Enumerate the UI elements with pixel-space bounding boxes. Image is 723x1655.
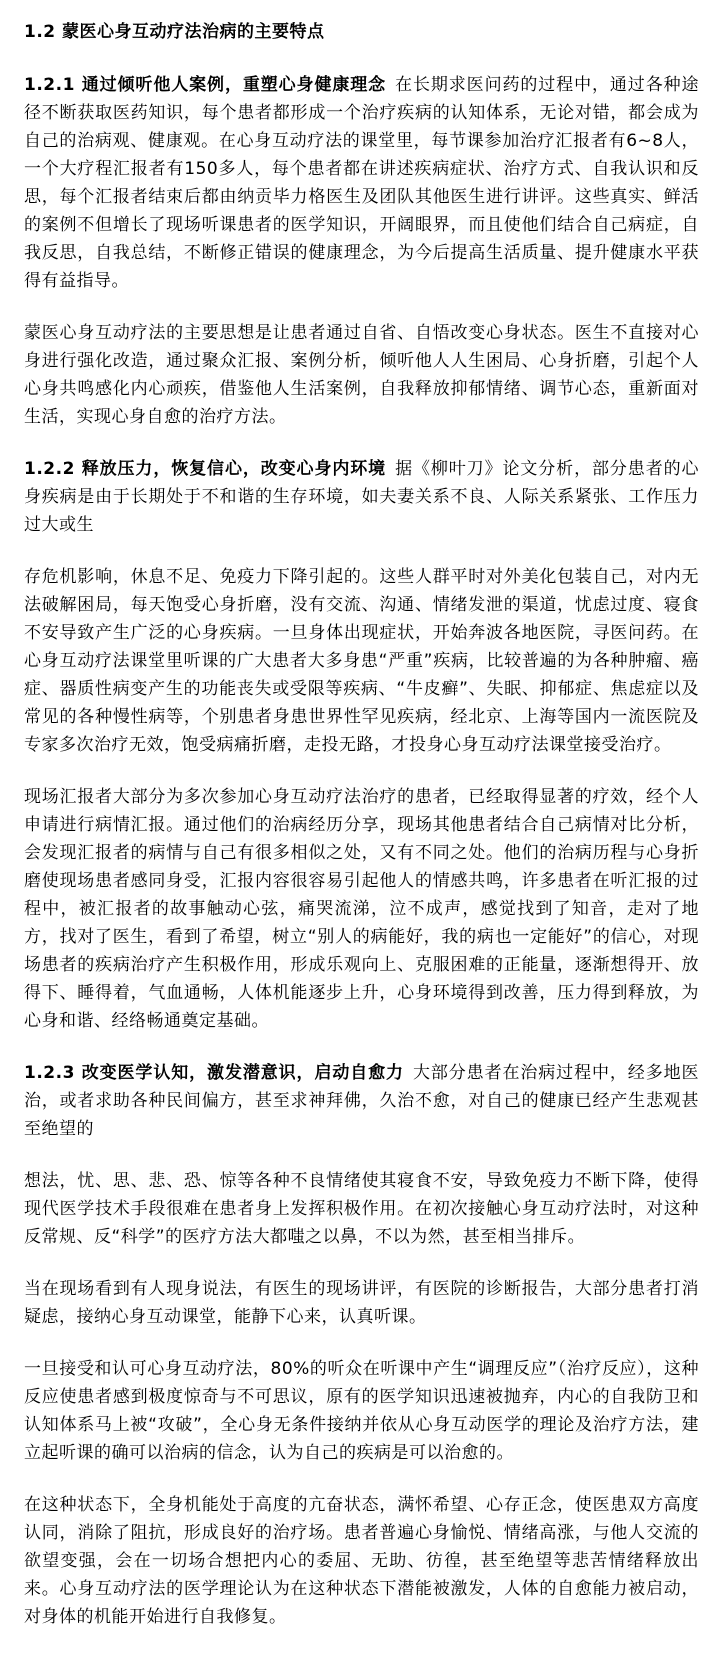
paragraph [24, 1167, 699, 1251]
paragraph [24, 319, 699, 431]
paragraph-text: 现场汇报者大部分为多次参加心身互动疗法治疗的患者，已经取得显著的疗效，经个人申请进行病情汇报。通过他们的治病经历分享，现场其他患者结合自己病情对比分析，会发现汇报者的病情与自己有很多相似之处，又有不同之处。他们的治病历程与心身折磨使现场患者感同身受，汇报内容很容易引起他人的情感共鸣，许多患者在听汇报的过程中，被汇报者的故事触动心弦，痛哭流涕，泣不成声，感觉找到了知音，走对了地方，找对了医生，看到了希望，树立“别人的病能好，我的病也一定能好”的信心，对现场患者的疾病治疗产生积极作用，形成乐观向上、克服困难的正能量，逐渐想得开、放得下、睡得着，气血通畅，人体机能逐步上升，心身环境得到改善，压力得到释放，为心身和谐、经络畅通奠定基础。 [24, 787, 699, 1031]
paragraph [24, 1491, 699, 1631]
paragraph-run-in-heading: 1.2.1 通过倾听他人案例，重塑心身健康理念 [24, 75, 387, 95]
paragraph-text: 在这种状态下，全身机能处于高度的亢奋状态，满怀希望、心存正念，使医患双方高度认同，消除了阻抗，形成良好的治疗场。患者普遍心身愉悦、情绪高涨，与他人交流的欲望变强，会在一切场合想把内心的委屈、无助、彷徨，甚至绝望等悲苦情绪释放出来。心身互动疗法的医学理论认为在这种状态下潜能被激发，人体的自愈能力被启动，对身体的机能开始进行自我修复。 [24, 1495, 699, 1627]
paragraph [24, 1275, 699, 1331]
paragraph-text: 一旦接受和认可心身互动疗法，80%的听众在听课中产生“调理反应”（治疗反应），这种反应使患者感到极度惊奇与不可思议，原有的医学知识迅速被抛弃，内心的自我防卫和认知体系马上被“攻破”，全心身无条件接纳并依从心身互动医学的理论及治疗方法，建立起听课的确可以治病的信念，认为自己的疾病是可以治愈的。 [24, 1359, 699, 1463]
paragraph-text: 当在现场看到有人现身说法，有医生的现场讲评，有医院的诊断报告，大部分患者打消疑虑，接纳心身互动课堂，能静下心来，认真听课。 [24, 1279, 699, 1327]
paragraph [24, 1059, 699, 1143]
paragraph-run-in-heading: 1.2.3 改变医学认知，激发潜意识，启动自愈力 [24, 1063, 404, 1083]
paragraph-text: 据《柳叶刀》论文分析，部分患者的心身疾病是由于长期处于不和谐的生存环境，如夫妻关系不良、人际关系紧张、工作压力过大或生 [24, 459, 699, 535]
paragraph [24, 455, 699, 539]
paragraph-list [24, 71, 699, 1631]
paragraph-text: 大部分患者在治病过程中，经多地医治，或者求助各种民间偏方，甚至求神拜佛，久治不愈，对自己的健康已经产生悲观甚至绝望的 [24, 1063, 699, 1139]
paragraph [24, 1355, 699, 1467]
paragraph-text: 想法，忧、思、悲、恐、惊等各种不良情绪使其寝食不安，导致免疫力不断下降，使得现代医学技术手段很难在患者身上发挥积极作用。在初次接触心身互动疗法时，对这种反常规、反“科学”的医疗方法大都嗤之以鼻，不以为然，甚至相当排斥。 [24, 1171, 699, 1247]
paragraph-text: 在长期求医问药的过程中，通过各种途径不断获取医药知识，每个患者都形成一个治疗疾病的认知体系，无论对错，都会成为自己的治病观、健康观。在心身互动疗法的课堂里，每节课参加治疗汇报者有6~8人，一个大疗程汇报者有150多人，每个患者都在讲述疾病症状、治疗方式、自我认识和反思，每个汇报者结束后都由纳贡毕力格医生及团队其他医生进行讲评。这些真实、鲜活的案例不但增长了现场听课患者的医学知识，开阔眼界，而且使他们结合自己病症，自我反思，自我总结，不断修正错误的健康理念，为今后提高生活质量、提升健康水平获得有益指导。 [24, 75, 699, 291]
section-title: 1.2 蒙医心身互动疗法治病的主要特点 [24, 22, 325, 42]
paragraph [24, 783, 699, 1035]
paragraph-text: 蒙医心身互动疗法的主要思想是让患者通过自省、自悟改变心身状态。医生不直接对心身进行强化改造，通过聚众汇报、案例分析，倾听他人人生困局、心身折磨，引起个人心身共鸣感化内心顽疾，借鉴他人生活案例，自我释放抑郁情绪、调节心态，重新面对生活，实现心身自愈的治疗方法。 [24, 323, 699, 427]
paragraph [24, 563, 699, 759]
paragraph-run-in-heading: 1.2.2 释放压力，恢复信心，改变心身内环境 [24, 459, 387, 479]
paragraph [24, 71, 699, 295]
paragraph-text: 存危机影响，休息不足、免疫力下降引起的。这些人群平时对外美化包装自己，对内无法破解困局，每天饱受心身折磨，没有交流、沟通、情绪发泄的渠道，忧虑过度、寝食不安导致产生广泛的心身疾病。一旦身体出现症状，开始奔波各地医院，寻医问药。在心身互动疗法课堂里听课的广大患者大多身患“严重”疾病，比较普遍的为各种肿瘤、癌症、器质性病变产生的功能丧失或受限等疾病、“牛皮癣”、失眠、抑郁症、焦虑症以及常见的各种慢性病等，个别患者身患世界性罕见疾病，经北京、上海等国内一流医院及专家多次治疗无效，饱受病痛折磨，走投无路，才投身心身互动疗法课堂接受治疗。 [24, 567, 699, 755]
